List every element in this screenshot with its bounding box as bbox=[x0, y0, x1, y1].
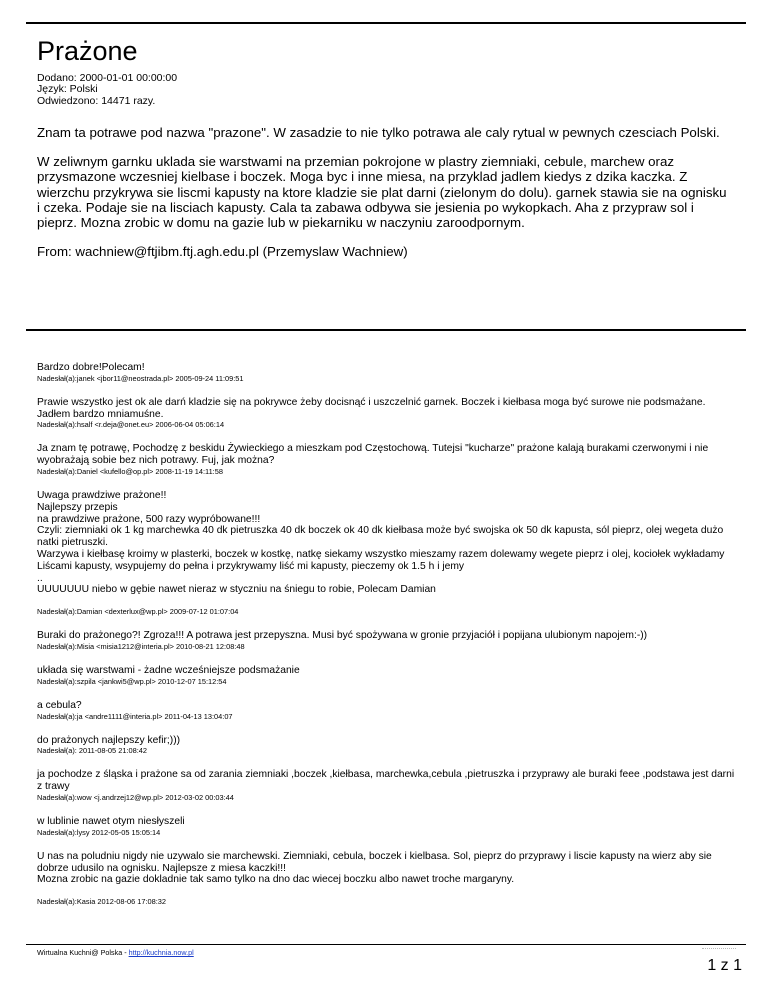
comment-text: a cebula? bbox=[37, 699, 82, 711]
comment bbox=[37, 735, 737, 756]
comments-list bbox=[37, 362, 737, 920]
comment bbox=[37, 490, 737, 616]
article-paragraph: W zeliwnym garnku uklada sie warstwami na przemian pokrojone w plastry ziemniaki, cebule, marchew oraz przysmazone wczesniej kielbase i boczek. Moga byc i inne miesa, na przyklad jadlem kiedys z dzika kaczka. Z wierzchu przykrywa sie liscmi kapusty na ktore kladzie sie plat darni (zielonym do dolu). garnek stawia sie na ognisku i czeka. Podaje sie na lisciach kapusty. Cala ta zabawa odbywa sie jesienia po wykopkach. Aha z przypraw sol i pieprz. Mozna zrobic w domu na gazie lub w piekarniku w naczyniu zaroodpornym. bbox=[37, 154, 727, 231]
comment bbox=[37, 443, 737, 476]
comment-text: układa się warstwami - żadne wcześniejsze podsmażanie bbox=[37, 664, 300, 676]
comment-spacer bbox=[37, 886, 737, 897]
article-body bbox=[37, 125, 727, 273]
comment-text: Prawie wszystko jest ok ale darń kladzie się na pokrywce żeby docisnąć i uszczelnić garnek. Boczek i kiełbasa moga być surowe nie podsmażane. Jadłem bardzo mniamuśne. bbox=[37, 396, 706, 420]
comment-text: Ja znam tę potrawę, Pochodzę z beskidu Żywieckiego a mieszkam pod Częstochową. Tutejsi "kucharze" prażone kalają burakami czerwonymi i nie wyobrażają sobie bez nich potrawy. Fuj, jak można? bbox=[37, 443, 709, 467]
page-title: Prażone bbox=[37, 36, 138, 66]
language: Język: Polski bbox=[37, 83, 98, 96]
comment-text: ja pochodze z śląska i prażone sa od zarania ziemniaki ,boczek ,kiełbasa, marchewka,cebula ,pietruszka i przyprawy ale buraki feee ,podstawa jest darni z trawy bbox=[37, 769, 735, 793]
comment-spacer bbox=[37, 596, 737, 607]
comment bbox=[37, 362, 737, 383]
comment-author: Nadesłał(a):wow <j.andrzej12@wp.pl> 2012-03-02 00:03:44 bbox=[37, 792, 234, 802]
comment-text: w lublinie nawet otym niesłyszeli bbox=[37, 815, 185, 827]
comment-author: Nadesłał(a):Damian <dexterlux@wp.pl> 2009-07-12 01:07:04 bbox=[37, 607, 239, 617]
comment bbox=[37, 769, 737, 802]
top-rule bbox=[26, 22, 746, 24]
comment-author: Nadesłał(a):Misia <misia1212@interia.pl> 2010-08-21 12:08:48 bbox=[37, 641, 245, 651]
comment-text: Uwaga prawdziwe prażone!! Najlepszy przepis na prawdziwe prażone, 500 razy wypróbowane!!! Czyli: ziemniaki ok 1 kg marchewka 40 dk pietruszka 40 dk boczek ok 40 dk kiełbasa może być swojska ok 50 dk kapusta, sól pieprz, olej wegeta dużo natki pietruszki. Warzywa i kiełbasę kroimy w plasterki, boczek w kostkę, natkę siekamy wszystko mieszamy razem dolewamy wegete pieprz i olej, kociołek wykładamy Liścami kapusty, wsypujemy do pełna i przykrywamy liść mi kapusty, pieczemy ok 1.5 h i jemy .. UUUUUUU niebo w gębie nawet nieraz w styczniu na śniegu to robie, Polecam Damian bbox=[37, 489, 725, 596]
page-number: 1 z 1 bbox=[707, 957, 742, 974]
comment-author: Nadesłał(a):janek <jbor11@neostrada.pl> 2005-09-24 11:09:51 bbox=[37, 373, 244, 383]
comment-text: do prażonych najlepszy kefir;))) bbox=[37, 734, 181, 746]
article-meta bbox=[37, 73, 177, 107]
comment-author: Nadesłał(a):ja <andre1111@interia.pl> 2011-04-13 13:04:07 bbox=[37, 711, 233, 721]
comment-author: Nadesłał(a):hsalf <r.deja@onet.eu> 2006-06-04 05:06:14 bbox=[37, 420, 225, 430]
article-source: From: wachniew@ftjibm.ftj.agh.edu.pl (Przemyslaw Wachniew) bbox=[37, 244, 408, 260]
visit-count: Odwiedzono: 14471 razy. bbox=[37, 94, 156, 107]
comment-text: U nas na poludniu nigdy nie uzywalo sie marchewski. Ziemniaki, cebula, boczek i kielbasa. Sol, pieprz do przyprawy i liscie kapusty na wierz aby sie dobrze udusilo na ognisku. Najlepsze z miesa kaczki!!! Mozna zrobic na gazie dokladnie tak samo tylko na dno dac wiecej boczku albo nawet troche margaryny. bbox=[37, 850, 712, 886]
footer-mark bbox=[702, 948, 736, 952]
footer-site: Wirtualna Kuchni@ Polska - bbox=[37, 948, 129, 957]
added-date: Dodano: 2000-01-01 00:00:00 bbox=[37, 72, 178, 84]
comment-author: Nadesłał(a):szpila <jankwi5@wp.pl> 2010-12-07 15:12:54 bbox=[37, 676, 227, 686]
comment bbox=[37, 816, 737, 837]
section-rule bbox=[26, 329, 746, 331]
comment bbox=[37, 665, 737, 686]
comment-author: Nadesłał(a): 2011-08-05 21:08:42 bbox=[37, 746, 147, 756]
comment-author: Nadesłał(a):Daniel <kufello@op.pl> 2008-11-19 14:11:58 bbox=[37, 466, 223, 476]
article-paragraph: Znam ta potrawe pod nazwa "prazone". W zasadzie to nie tylko potrawa ale caly rytual w pewnych czesciach Polski. bbox=[37, 125, 720, 140]
footer-link[interactable]: http://kuchnia.now.pl bbox=[128, 948, 194, 957]
comment bbox=[37, 397, 737, 430]
comment bbox=[37, 700, 737, 721]
comment bbox=[37, 851, 737, 906]
comment-author: Nadesłał(a):lysy 2012-05-05 15:05:14 bbox=[37, 827, 161, 837]
comment-text: Bardzo dobre!Polecam! bbox=[37, 362, 145, 373]
comment-author: Nadesłał(a):Kasia 2012-08-06 17:08:32 bbox=[37, 897, 167, 907]
footer-rule bbox=[26, 944, 746, 945]
comment-text: Buraki do prażonego?! Zgroza!!! A potrawa jest przepyszna. Musi być spożywana w gronie przyjaciół i popijana ulubionym napojem:-)) bbox=[37, 630, 648, 642]
footer bbox=[37, 948, 194, 957]
comment bbox=[37, 630, 737, 651]
